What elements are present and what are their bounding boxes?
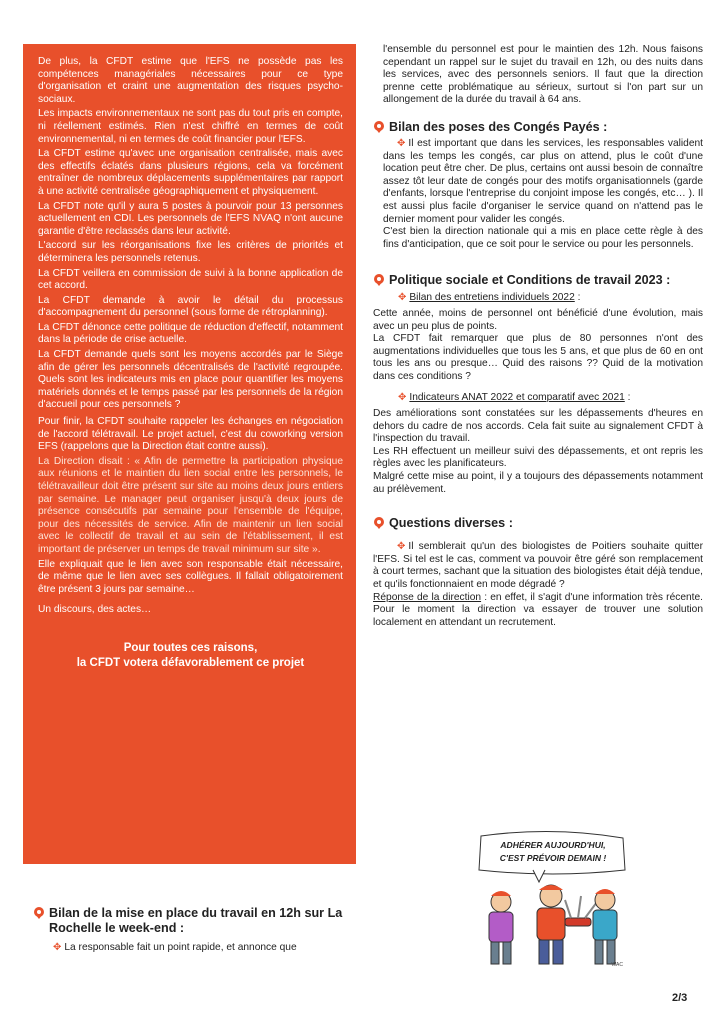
paragraph [373, 592, 703, 630]
subheading [373, 292, 703, 305]
vote-statement [38, 641, 343, 671]
paragraph: La CFDT dénonce cette politique de réduction d'effectif, notamment dans la période de crise actuelle. [38, 321, 343, 346]
cartoon-signature: WAC [611, 962, 623, 968]
location-pin-icon [373, 274, 385, 286]
subheading-label: Bilan des entretiens individuels 2022 [409, 292, 575, 304]
person-middle-body [537, 908, 565, 940]
cfdt-position-box [23, 44, 356, 864]
diamond-bullet-icon: ✥ [398, 392, 407, 404]
person-middle-cap [539, 885, 563, 890]
page-number: 2/3 [672, 992, 688, 1004]
paragraph: C'est bien la direction nationale qui a mis en place cette règle à des fins d'anticipation, que ce soit pour le service ou pour les personnels. [383, 226, 703, 250]
swiss-knife-tool [565, 896, 597, 926]
paragraph: La CFDT demande à avoir le détail du processus d'accompagnement du personnel (sous forme de rétroplanning). [38, 294, 343, 319]
paragraph-text: Il semblerait qu'un des biologistes de Poitiers souhaite quitter l'EFS. Si tel est le cas, comment va pouvoir être géré son remplacement à court termes, sachant que la situation des biologistes était déjà tendue, et qu'ils fonctionnaient en mode dégradé ? [373, 541, 703, 590]
paragraph-text: La responsable fait un point rapide, et annonce que [64, 942, 297, 953]
paragraph: L'accord sur les réorganisations fixe les critères de priorités et déterminera les personnels retenus. [38, 240, 343, 264]
diamond-bullet-icon: ✥ [397, 541, 406, 553]
diamond-bullet-icon: ✥ [53, 942, 62, 953]
paragraph: Malgré cette mise au point, il y a toujours des dépassements notamment au prélèvement. [373, 471, 703, 495]
paragraph [53, 942, 358, 955]
closing-line: Un discours, des actes… [38, 604, 152, 616]
section-12h-la-rochelle [33, 906, 358, 955]
heading-text: Questions diverses : [389, 516, 513, 531]
diamond-bullet-icon: ✥ [398, 292, 407, 304]
paragraph: Cette année, moins de personnel ont bénéficié d'une évolution, mais avec un peu plus de points. [373, 307, 703, 332]
diamond-bullet-icon: ✥ [397, 137, 406, 149]
paragraph: Elle expliquait que le lien avec son responsable était nécessaire, de même que le lien avec ses collègues. Il fallait obligatoirement être présent 3 jours par semaine… [38, 558, 343, 595]
paragraph: La CFDT veillera en commission de suivi à la bonne application de cet accord. [38, 267, 343, 292]
paragraph: l'ensemble du personnel est pour le maintien des 12h. Nous faisons cependant un rappel sur le sujet du travail en 12h, ou des nuits dans les services, avec des personnels seniors. Il faut que la direction prenne cette problématique au sérieux, surtout si l'on part sur un allongement de la durée du travail à 64 ans. [383, 44, 703, 106]
person-left-cap [491, 891, 511, 896]
reponse-label: Réponse de la direction [373, 591, 482, 603]
right-column [373, 44, 703, 629]
person-right-body [593, 910, 617, 940]
paragraph: Les impacts environnementaux ne sont pas du tout pris en compte, ni réellement estimés. Rien n'est chiffré en termes de coût environnemental, ni en termes de coût financier pour l'EFS. [38, 108, 343, 145]
paragraph: La CFDT demande quels sont les moyens accordés par le Siège afin de gérer les personnels décentralisés de l'activité regroupée. Quels sont les indicateurs mis en place pour quantifier les moyens matériels donnés et le temps passé par les personnels de la région d'accueil pour ces personnels ? [38, 349, 343, 411]
subheading-suffix: : [624, 392, 631, 404]
section-heading [373, 273, 703, 288]
person-left-body [489, 912, 513, 942]
paragraph: La CFDT estime qu'avec une organisation centralisée, mais avec des effectifs éclatés dans plusieurs régions, cela va forcément entraîner de nombreux déplacements supplémentaires par rapport à une activité centralisée géographiquement et physiquement. [38, 148, 343, 197]
section-heading [373, 516, 703, 531]
cartoon-caption-line-2: C'EST PRÉVOIR DEMAIN ! [499, 853, 607, 863]
paragraph [373, 138, 703, 226]
direction-quote: La Direction disait : « Afin de permettre la participation physique aux réunions et le maintien du lien social entre les personnels, le télétravailleur doit être présent sur site au moins deux jours entiers par semaine. Le manager peut organiser jusqu'à deux jours de présence consécutifs par semaine pour l'ensemble de l'équipe, pour des nécessités de service. Afin de maintenir un lien social avec le collectif de travail et au sein de l'établissement, il est important de préserver un temps de travail minimum sur site ». [38, 455, 343, 555]
paragraph: Des améliorations sont constatées sur les dépassements d'heures en dehors du cadre de nos accords. Cela fait suite au signalement CFDT à l'inspection du travail. [373, 408, 703, 445]
paragraph: De plus, la CFDT estime que l'EFS ne possède pas les compétences managériales nécessaires pour ce type d'organisation et craint une augmentation des risques psycho-sociaux. [38, 56, 343, 105]
paragraph: La CFDT note qu'il y aura 5 postes à pourvoir pour 13 personnes actuellement en CDI. Les personnels de l'EFS NVAQ n'ont aucune garantie d'être reclassés dans leur activité. [38, 200, 343, 237]
person-right-cap [595, 889, 615, 894]
section-heading [373, 120, 703, 135]
subheading [373, 392, 703, 405]
location-pin-icon [373, 517, 385, 529]
subheading-suffix: : [574, 292, 581, 304]
cartoon-caption-line-1: ADHÉRER AUJOURD'HUI, [500, 840, 606, 850]
heading-text: Bilan des poses des Congés Payés : [389, 119, 608, 134]
subheading-label: Indicateurs ANAT 2022 et comparatif avec 2021 [409, 392, 625, 404]
heading-text: Politique sociale et Conditions de travail 2023 : [389, 273, 671, 288]
vote-line-2: la CFDT votera défavorablement ce projet [76, 656, 305, 669]
paragraph: Pour finir, la CFDT souhaite rappeler les échanges en négociation de l'accord télétravail. Le projet actuel, c'est du coworking version EFS (rappelons que la Direction était contre aussi). [38, 416, 343, 453]
reponse-text: : en effet, il s'agit d'une information très récente. Pour le moment la direction va essayer de trouver une solution localement en attendant un recrutement. [373, 591, 703, 628]
paragraph [373, 541, 703, 591]
vote-line-1: Pour toutes ces raisons, [123, 641, 258, 654]
paragraph: La CFDT fait remarquer que plus de 80 personnes n'ont des augmentations individuelles que tous les 5 ans, et que plus de 60 en ont tous les ans ou presque… Quid des raisons ?? Quid de la motivation dans ces conditions ? [373, 333, 703, 382]
location-pin-icon [373, 121, 385, 133]
section-heading [33, 906, 358, 936]
location-pin-icon [33, 907, 45, 919]
paragraph: Les RH effectuent un meilleur suivi des dépassements, et ont repris les règles avec les planificateurs. [373, 445, 703, 470]
paragraph-text: Il est important que dans les services, les responsables valident dans les temps les congés, car plus on attend, plus le coût d'une location peut être cher. De plus, certains ont aussi besoin de connaître assez tôt leur date de congés pour des motifs organisationnels (garde d'enfants, lorsque l'entreprise du conjoint impose les congés, etc… ). Il est aussi plus facile d'organiser le service quand on n'attend pas le dernier moment pour valider les congés. [383, 137, 703, 225]
heading-text: Bilan de la mise en place du travail en 12h sur La Rochelle le week-end : [49, 906, 343, 935]
cartoon-illustration [473, 830, 633, 970]
